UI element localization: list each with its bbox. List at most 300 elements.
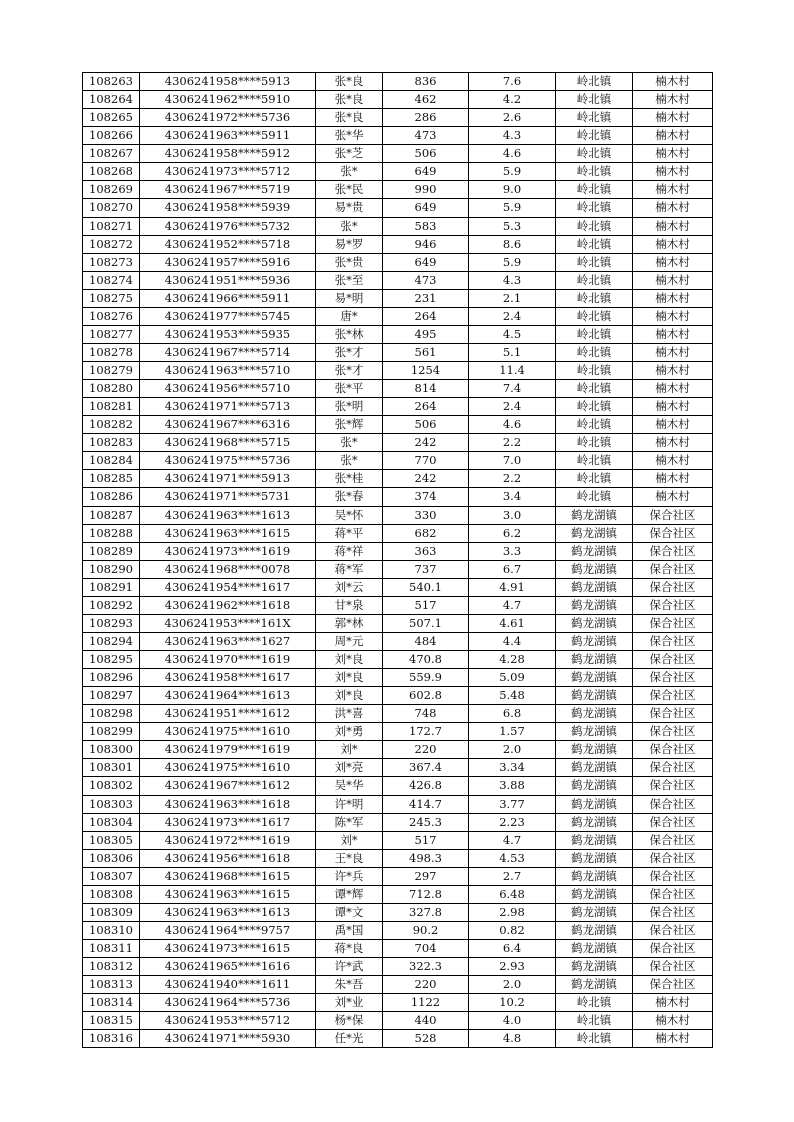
- table-row: [83, 759, 713, 777]
- village-cell: 楠木村: [633, 470, 713, 488]
- name-cell: 禹*国: [316, 921, 383, 939]
- amount-cell: 1254: [383, 362, 469, 380]
- name-cell: 许*兵: [316, 867, 383, 885]
- village-cell: 楠木村: [633, 488, 713, 506]
- name-cell: 刘*: [316, 831, 383, 849]
- id-number-cell: 4306241956****5710: [140, 380, 316, 398]
- town-cell: 鹤龙湖镇: [556, 651, 633, 669]
- record-id-cell: 108291: [83, 578, 140, 596]
- village-cell: 保合社区: [633, 795, 713, 813]
- table-row: [83, 343, 713, 361]
- record-id-cell: 108304: [83, 813, 140, 831]
- table-row: [83, 903, 713, 921]
- amount-cell: 473: [383, 127, 469, 145]
- id-number-cell: 4306241971****5913: [140, 470, 316, 488]
- town-cell: 岭北镇: [556, 398, 633, 416]
- name-cell: 张*良: [316, 73, 383, 91]
- amount-cell: 602.8: [383, 687, 469, 705]
- name-cell: 吴*怀: [316, 506, 383, 524]
- amount-cell: 495: [383, 325, 469, 343]
- table-row: [83, 723, 713, 741]
- name-cell: 张*: [316, 434, 383, 452]
- record-id-cell: 108294: [83, 632, 140, 650]
- table-row: [83, 596, 713, 614]
- value-cell: 7.6: [469, 73, 556, 91]
- value-cell: 4.6: [469, 145, 556, 163]
- value-cell: 2.23: [469, 813, 556, 831]
- town-cell: 岭北镇: [556, 470, 633, 488]
- town-cell: 岭北镇: [556, 73, 633, 91]
- table-row: [83, 687, 713, 705]
- name-cell: 杨*保: [316, 1012, 383, 1030]
- town-cell: 鹤龙湖镇: [556, 542, 633, 560]
- id-number-cell: 4306241951****5936: [140, 271, 316, 289]
- record-id-cell: 108263: [83, 73, 140, 91]
- table-row: [83, 199, 713, 217]
- table-row: [83, 560, 713, 578]
- table-row: [83, 940, 713, 958]
- table-row: [83, 398, 713, 416]
- name-cell: 张*才: [316, 343, 383, 361]
- town-cell: 岭北镇: [556, 289, 633, 307]
- village-cell: 保合社区: [633, 777, 713, 795]
- village-cell: 楠木村: [633, 145, 713, 163]
- amount-cell: 737: [383, 560, 469, 578]
- amount-cell: 704: [383, 940, 469, 958]
- town-cell: 鹤龙湖镇: [556, 921, 633, 939]
- name-cell: 易*罗: [316, 235, 383, 253]
- record-id-cell: 108279: [83, 362, 140, 380]
- value-cell: 3.34: [469, 759, 556, 777]
- name-cell: 蒋*良: [316, 940, 383, 958]
- value-cell: 5.1: [469, 343, 556, 361]
- name-cell: 谭*文: [316, 903, 383, 921]
- name-cell: 朱*吾: [316, 976, 383, 994]
- table-row: [83, 380, 713, 398]
- record-id-cell: 108309: [83, 903, 140, 921]
- id-number-cell: 4306241967****5714: [140, 343, 316, 361]
- village-cell: 保合社区: [633, 759, 713, 777]
- id-number-cell: 4306241971****5713: [140, 398, 316, 416]
- amount-cell: 561: [383, 343, 469, 361]
- value-cell: 10.2: [469, 994, 556, 1012]
- id-number-cell: 4306241976****5732: [140, 217, 316, 235]
- table-row: [83, 614, 713, 632]
- village-cell: 楠木村: [633, 434, 713, 452]
- name-cell: 蒋*军: [316, 560, 383, 578]
- name-cell: 刘*良: [316, 687, 383, 705]
- town-cell: 岭北镇: [556, 271, 633, 289]
- village-cell: 保合社区: [633, 687, 713, 705]
- village-cell: 楠木村: [633, 362, 713, 380]
- table-row: [83, 253, 713, 271]
- table-row: [83, 362, 713, 380]
- town-cell: 鹤龙湖镇: [556, 940, 633, 958]
- record-id-cell: 108303: [83, 795, 140, 813]
- value-cell: 2.7: [469, 867, 556, 885]
- record-id-cell: 108286: [83, 488, 140, 506]
- town-cell: 鹤龙湖镇: [556, 578, 633, 596]
- name-cell: 刘*亮: [316, 759, 383, 777]
- record-id-cell: 108306: [83, 849, 140, 867]
- record-id-cell: 108282: [83, 416, 140, 434]
- id-number-cell: 4306241962****1618: [140, 596, 316, 614]
- name-cell: 张*桂: [316, 470, 383, 488]
- name-cell: 蒋*祥: [316, 542, 383, 560]
- id-number-cell: 4306241958****5939: [140, 199, 316, 217]
- table-row: [83, 1012, 713, 1030]
- id-number-cell: 4306241962****5910: [140, 91, 316, 109]
- amount-cell: 583: [383, 217, 469, 235]
- record-id-cell: 108314: [83, 994, 140, 1012]
- amount-cell: 367.4: [383, 759, 469, 777]
- name-cell: 刘*: [316, 741, 383, 759]
- town-cell: 岭北镇: [556, 109, 633, 127]
- record-id-cell: 108273: [83, 253, 140, 271]
- name-cell: 任*光: [316, 1030, 383, 1048]
- amount-cell: 770: [383, 452, 469, 470]
- value-cell: 4.2: [469, 91, 556, 109]
- value-cell: 4.8: [469, 1030, 556, 1048]
- town-cell: 鹤龙湖镇: [556, 813, 633, 831]
- amount-cell: 297: [383, 867, 469, 885]
- table-row: [83, 885, 713, 903]
- id-number-cell: 4306241958****5912: [140, 145, 316, 163]
- value-cell: 4.0: [469, 1012, 556, 1030]
- amount-cell: 470.8: [383, 651, 469, 669]
- amount-cell: 649: [383, 163, 469, 181]
- table-row: [83, 542, 713, 560]
- village-cell: 楠木村: [633, 380, 713, 398]
- value-cell: 2.2: [469, 434, 556, 452]
- name-cell: 刘*云: [316, 578, 383, 596]
- record-id-cell: 108293: [83, 614, 140, 632]
- id-number-cell: 4306241956****1618: [140, 849, 316, 867]
- record-id-cell: 108275: [83, 289, 140, 307]
- table-row: [83, 271, 713, 289]
- name-cell: 张*贵: [316, 253, 383, 271]
- id-number-cell: 4306241971****5731: [140, 488, 316, 506]
- name-cell: 张*: [316, 217, 383, 235]
- name-cell: 张*民: [316, 181, 383, 199]
- village-cell: 楠木村: [633, 199, 713, 217]
- table-row: [83, 506, 713, 524]
- town-cell: 岭北镇: [556, 1012, 633, 1030]
- id-number-cell: 4306241968****1615: [140, 867, 316, 885]
- amount-cell: 682: [383, 524, 469, 542]
- town-cell: 岭北镇: [556, 217, 633, 235]
- value-cell: 4.53: [469, 849, 556, 867]
- amount-cell: 242: [383, 434, 469, 452]
- record-id-cell: 108280: [83, 380, 140, 398]
- amount-cell: 946: [383, 235, 469, 253]
- id-number-cell: 4306241963****1615: [140, 524, 316, 542]
- record-id-cell: 108283: [83, 434, 140, 452]
- id-number-cell: 4306241963****5911: [140, 127, 316, 145]
- id-number-cell: 4306241954****1617: [140, 578, 316, 596]
- record-id-cell: 108297: [83, 687, 140, 705]
- town-cell: 鹤龙湖镇: [556, 524, 633, 542]
- amount-cell: 245.3: [383, 813, 469, 831]
- amount-cell: 814: [383, 380, 469, 398]
- amount-cell: 649: [383, 253, 469, 271]
- village-cell: 楠木村: [633, 217, 713, 235]
- town-cell: 鹤龙湖镇: [556, 777, 633, 795]
- name-cell: 洪*喜: [316, 705, 383, 723]
- record-id-cell: 108307: [83, 867, 140, 885]
- table-row: [83, 976, 713, 994]
- record-id-cell: 108295: [83, 651, 140, 669]
- id-number-cell: 4306241972****5736: [140, 109, 316, 127]
- table-row: [83, 795, 713, 813]
- id-number-cell: 4306241972****1619: [140, 831, 316, 849]
- table-row: [83, 831, 713, 849]
- value-cell: 11.4: [469, 362, 556, 380]
- town-cell: 岭北镇: [556, 380, 633, 398]
- table-row: [83, 651, 713, 669]
- village-cell: 楠木村: [633, 416, 713, 434]
- id-number-cell: 4306241967****5719: [140, 181, 316, 199]
- village-cell: 楠木村: [633, 398, 713, 416]
- table-row: [83, 741, 713, 759]
- table-row: [83, 145, 713, 163]
- id-number-cell: 4306241968****0078: [140, 560, 316, 578]
- name-cell: 张*: [316, 163, 383, 181]
- village-cell: 保合社区: [633, 596, 713, 614]
- record-id-cell: 108265: [83, 109, 140, 127]
- village-cell: 保合社区: [633, 506, 713, 524]
- village-cell: 楠木村: [633, 452, 713, 470]
- value-cell: 4.4: [469, 632, 556, 650]
- value-cell: 6.48: [469, 885, 556, 903]
- record-id-cell: 108270: [83, 199, 140, 217]
- amount-cell: 242: [383, 470, 469, 488]
- name-cell: 易*明: [316, 289, 383, 307]
- value-cell: 5.9: [469, 253, 556, 271]
- value-cell: 4.7: [469, 596, 556, 614]
- village-cell: 保合社区: [633, 813, 713, 831]
- value-cell: 2.93: [469, 958, 556, 976]
- town-cell: 岭北镇: [556, 235, 633, 253]
- village-cell: 楠木村: [633, 235, 713, 253]
- value-cell: 2.0: [469, 976, 556, 994]
- table-row: [83, 452, 713, 470]
- town-cell: 鹤龙湖镇: [556, 958, 633, 976]
- name-cell: 陈*军: [316, 813, 383, 831]
- record-id-cell: 108267: [83, 145, 140, 163]
- record-id-cell: 108274: [83, 271, 140, 289]
- amount-cell: 231: [383, 289, 469, 307]
- village-cell: 保合社区: [633, 849, 713, 867]
- amount-cell: 540.1: [383, 578, 469, 596]
- table-row: [83, 994, 713, 1012]
- village-cell: 保合社区: [633, 705, 713, 723]
- amount-cell: 462: [383, 91, 469, 109]
- town-cell: 鹤龙湖镇: [556, 669, 633, 687]
- name-cell: 张*明: [316, 398, 383, 416]
- amount-cell: 506: [383, 145, 469, 163]
- record-id-cell: 108266: [83, 127, 140, 145]
- value-cell: 2.1: [469, 289, 556, 307]
- town-cell: 鹤龙湖镇: [556, 885, 633, 903]
- name-cell: 周*元: [316, 632, 383, 650]
- amount-cell: 507.1: [383, 614, 469, 632]
- village-cell: 保合社区: [633, 903, 713, 921]
- name-cell: 许*武: [316, 958, 383, 976]
- record-id-cell: 108271: [83, 217, 140, 235]
- record-id-cell: 108272: [83, 235, 140, 253]
- town-cell: 岭北镇: [556, 307, 633, 325]
- value-cell: 6.8: [469, 705, 556, 723]
- name-cell: 张*才: [316, 362, 383, 380]
- name-cell: 吴*华: [316, 777, 383, 795]
- record-id-cell: 108308: [83, 885, 140, 903]
- name-cell: 张*华: [316, 127, 383, 145]
- value-cell: 3.4: [469, 488, 556, 506]
- village-cell: 保合社区: [633, 741, 713, 759]
- name-cell: 刘*业: [316, 994, 383, 1012]
- village-cell: 保合社区: [633, 651, 713, 669]
- amount-cell: 990: [383, 181, 469, 199]
- record-id-cell: 108284: [83, 452, 140, 470]
- town-cell: 鹤龙湖镇: [556, 687, 633, 705]
- id-number-cell: 4306241963****5710: [140, 362, 316, 380]
- town-cell: 岭北镇: [556, 994, 633, 1012]
- value-cell: 2.4: [469, 398, 556, 416]
- id-number-cell: 4306241953****5935: [140, 325, 316, 343]
- id-number-cell: 4306241977****5745: [140, 307, 316, 325]
- amount-cell: 90.2: [383, 921, 469, 939]
- records-table: [82, 72, 713, 1048]
- value-cell: 3.88: [469, 777, 556, 795]
- table-row: [83, 235, 713, 253]
- village-cell: 楠木村: [633, 109, 713, 127]
- village-cell: 楠木村: [633, 181, 713, 199]
- id-number-cell: 4306241975****1610: [140, 759, 316, 777]
- value-cell: 4.61: [469, 614, 556, 632]
- value-cell: 6.7: [469, 560, 556, 578]
- amount-cell: 363: [383, 542, 469, 560]
- record-id-cell: 108289: [83, 542, 140, 560]
- name-cell: 张*春: [316, 488, 383, 506]
- value-cell: 2.0: [469, 741, 556, 759]
- town-cell: 鹤龙湖镇: [556, 849, 633, 867]
- village-cell: 保合社区: [633, 723, 713, 741]
- id-number-cell: 4306241971****5930: [140, 1030, 316, 1048]
- record-id-cell: 108290: [83, 560, 140, 578]
- amount-cell: 374: [383, 488, 469, 506]
- table-row: [83, 416, 713, 434]
- record-id-cell: 108315: [83, 1012, 140, 1030]
- village-cell: 保合社区: [633, 831, 713, 849]
- name-cell: 张*平: [316, 380, 383, 398]
- id-number-cell: 4306241953****161X: [140, 614, 316, 632]
- amount-cell: 528: [383, 1030, 469, 1048]
- amount-cell: 484: [383, 632, 469, 650]
- record-id-cell: 108292: [83, 596, 140, 614]
- record-id-cell: 108276: [83, 307, 140, 325]
- record-id-cell: 108277: [83, 325, 140, 343]
- town-cell: 岭北镇: [556, 181, 633, 199]
- record-id-cell: 108285: [83, 470, 140, 488]
- value-cell: 7.4: [469, 380, 556, 398]
- town-cell: 岭北镇: [556, 343, 633, 361]
- value-cell: 4.6: [469, 416, 556, 434]
- table-row: [83, 307, 713, 325]
- town-cell: 鹤龙湖镇: [556, 759, 633, 777]
- table-row: [83, 921, 713, 939]
- name-cell: 唐*: [316, 307, 383, 325]
- value-cell: 0.82: [469, 921, 556, 939]
- village-cell: 楠木村: [633, 73, 713, 91]
- value-cell: 5.9: [469, 199, 556, 217]
- town-cell: 鹤龙湖镇: [556, 795, 633, 813]
- village-cell: 楠木村: [633, 163, 713, 181]
- town-cell: 岭北镇: [556, 488, 633, 506]
- value-cell: 7.0: [469, 452, 556, 470]
- table-row: [83, 632, 713, 650]
- id-number-cell: 4306241963****1615: [140, 885, 316, 903]
- name-cell: 张*良: [316, 109, 383, 127]
- record-id-cell: 108316: [83, 1030, 140, 1048]
- village-cell: 保合社区: [633, 524, 713, 542]
- town-cell: 岭北镇: [556, 127, 633, 145]
- id-number-cell: 4306241953****5712: [140, 1012, 316, 1030]
- value-cell: 4.3: [469, 271, 556, 289]
- town-cell: 岭北镇: [556, 362, 633, 380]
- village-cell: 楠木村: [633, 289, 713, 307]
- id-number-cell: 4306241975****5736: [140, 452, 316, 470]
- table-row: [83, 434, 713, 452]
- village-cell: 楠木村: [633, 91, 713, 109]
- record-id-cell: 108287: [83, 506, 140, 524]
- value-cell: 2.2: [469, 470, 556, 488]
- town-cell: 鹤龙湖镇: [556, 506, 633, 524]
- town-cell: 岭北镇: [556, 325, 633, 343]
- amount-cell: 498.3: [383, 849, 469, 867]
- village-cell: 楠木村: [633, 307, 713, 325]
- table-row: [83, 217, 713, 235]
- value-cell: 1.57: [469, 723, 556, 741]
- table-row: [83, 163, 713, 181]
- village-cell: 保合社区: [633, 669, 713, 687]
- amount-cell: 712.8: [383, 885, 469, 903]
- id-number-cell: 4306241968****5715: [140, 434, 316, 452]
- id-number-cell: 4306241964****1613: [140, 687, 316, 705]
- id-number-cell: 4306241963****1613: [140, 506, 316, 524]
- town-cell: 鹤龙湖镇: [556, 867, 633, 885]
- table-row: [83, 109, 713, 127]
- town-cell: 鹤龙湖镇: [556, 632, 633, 650]
- amount-cell: 327.8: [383, 903, 469, 921]
- name-cell: 张*: [316, 452, 383, 470]
- town-cell: 鹤龙湖镇: [556, 596, 633, 614]
- value-cell: 4.3: [469, 127, 556, 145]
- record-id-cell: 108299: [83, 723, 140, 741]
- record-id-cell: 108278: [83, 343, 140, 361]
- value-cell: 5.48: [469, 687, 556, 705]
- amount-cell: 506: [383, 416, 469, 434]
- record-id-cell: 108288: [83, 524, 140, 542]
- record-id-cell: 108310: [83, 921, 140, 939]
- value-cell: 2.6: [469, 109, 556, 127]
- record-id-cell: 108301: [83, 759, 140, 777]
- amount-cell: 330: [383, 506, 469, 524]
- town-cell: 岭北镇: [556, 452, 633, 470]
- id-number-cell: 4306241964****9757: [140, 921, 316, 939]
- amount-cell: 426.8: [383, 777, 469, 795]
- amount-cell: 748: [383, 705, 469, 723]
